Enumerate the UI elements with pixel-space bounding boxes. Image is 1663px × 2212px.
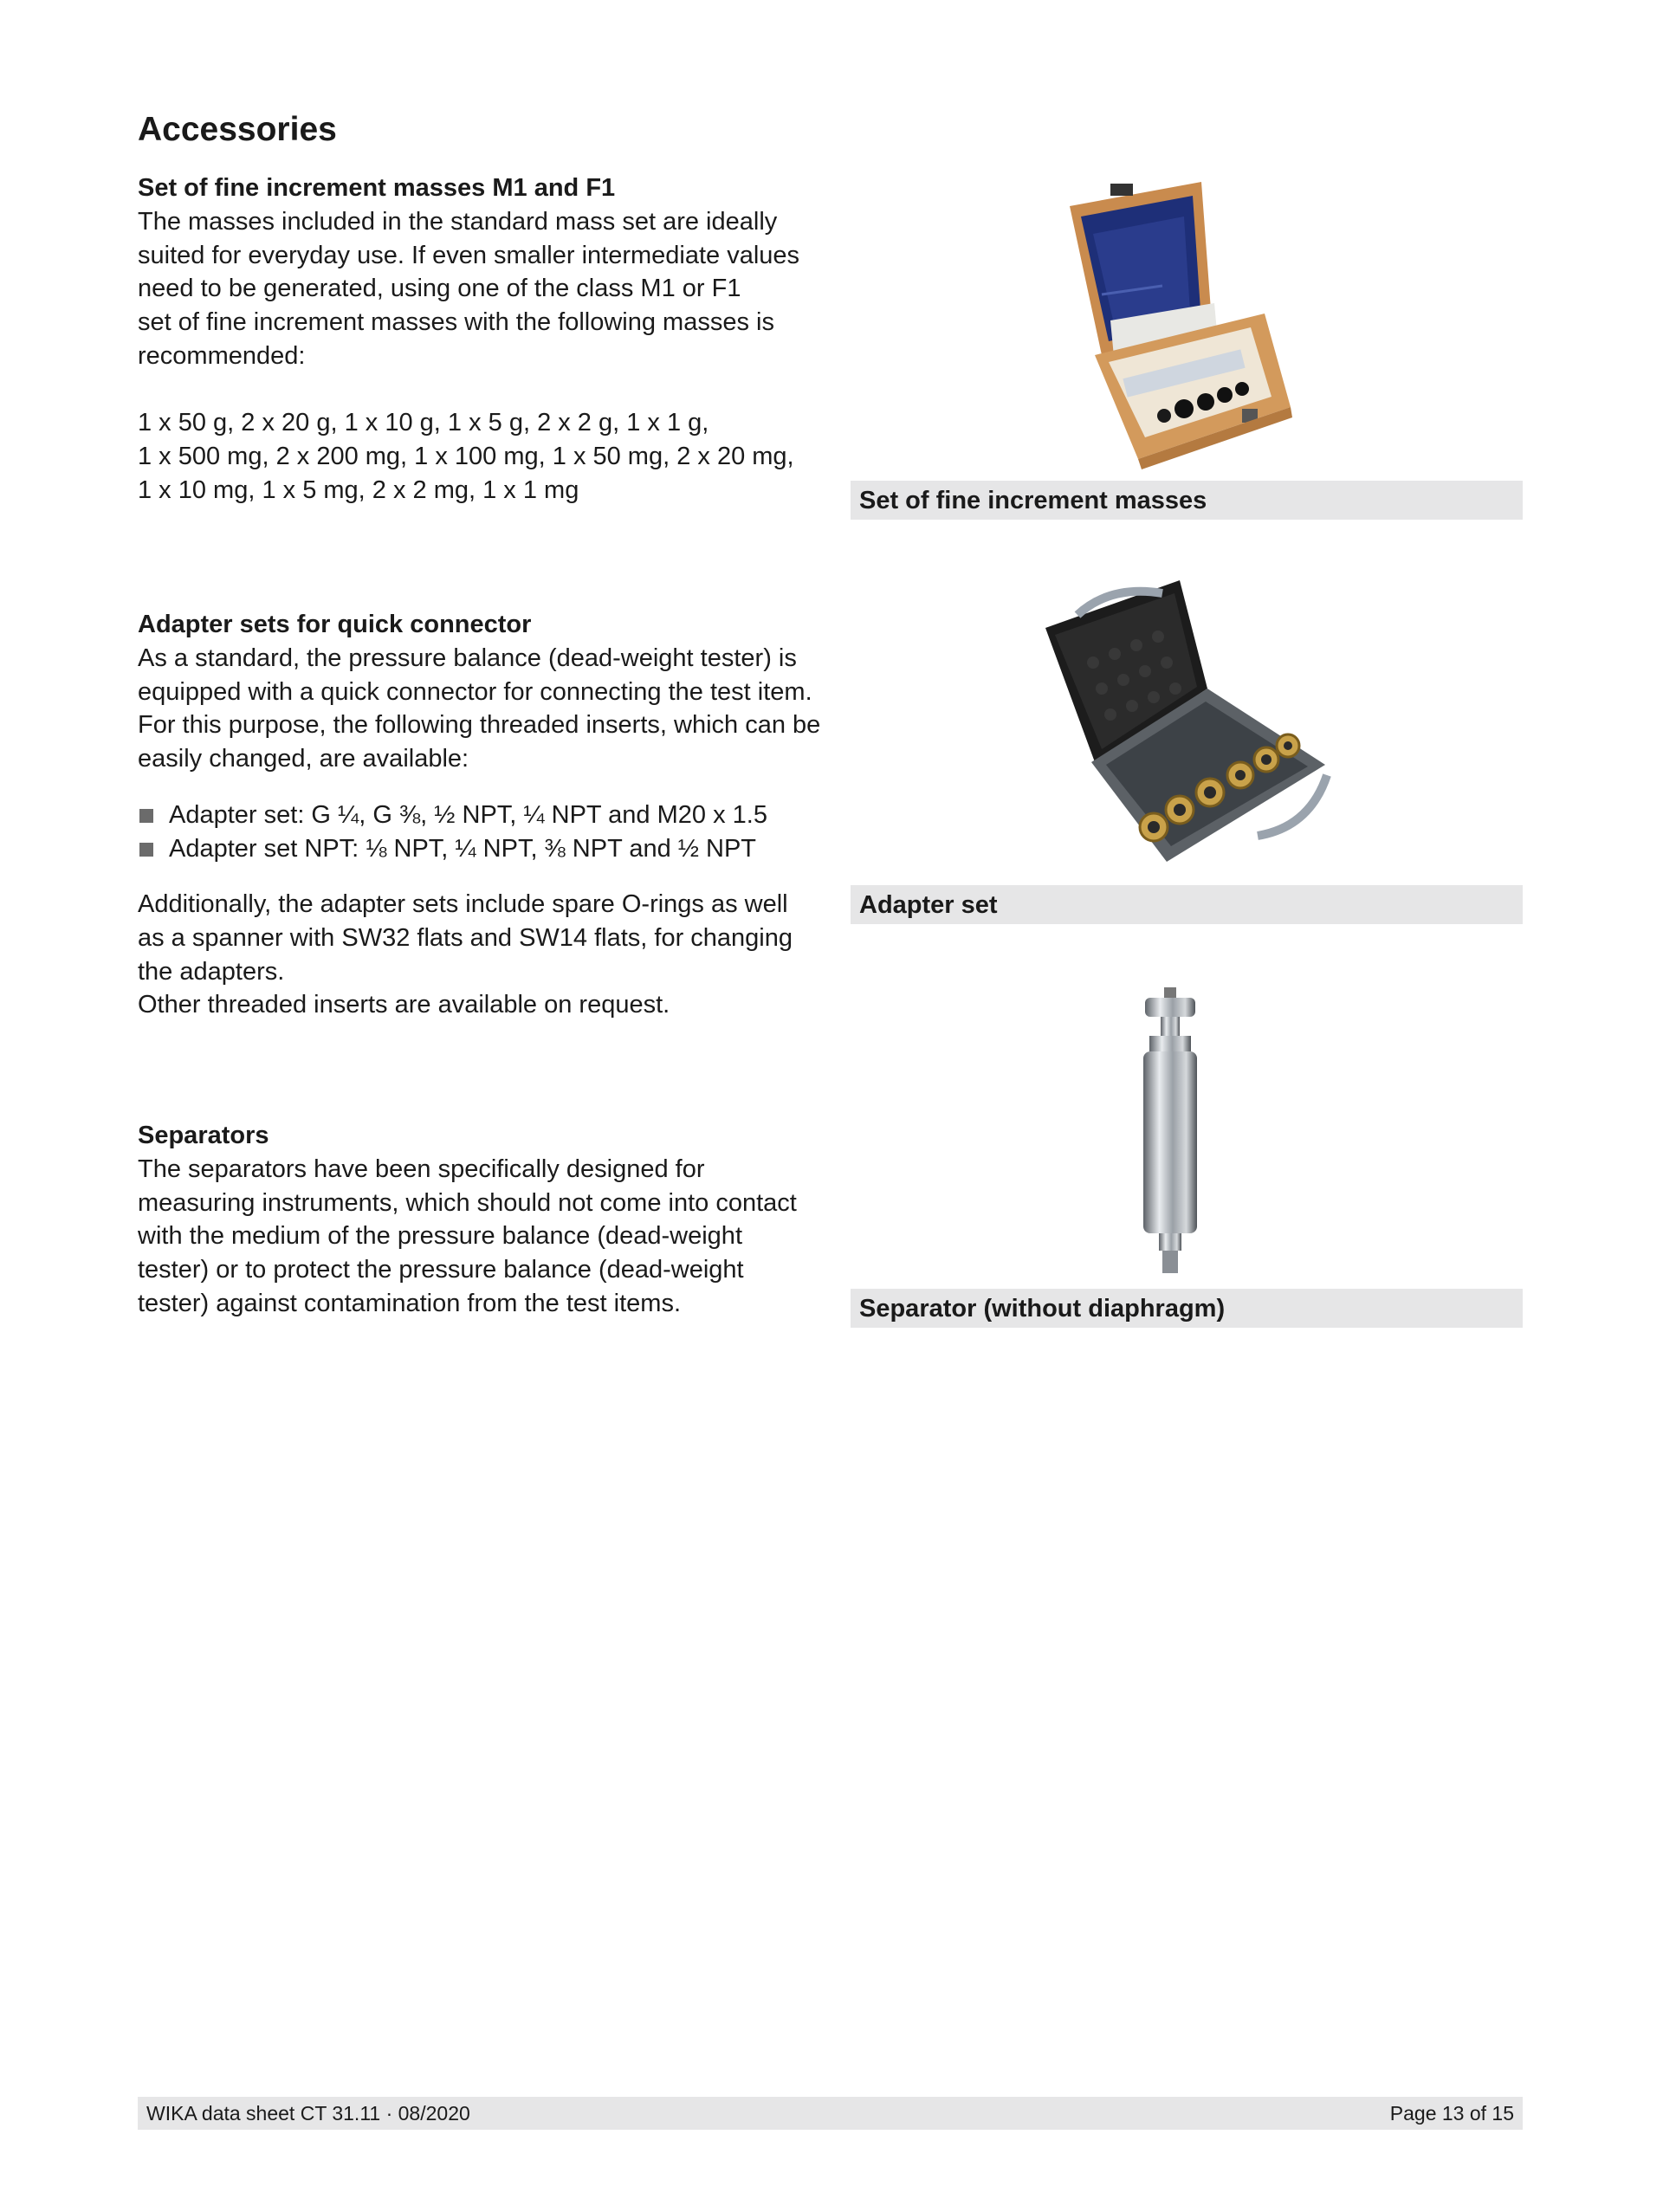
text-line: recommended: — [138, 341, 306, 370]
section-heading: Separators — [138, 1122, 269, 1149]
text-line: The separators have been specifically designed for — [138, 1155, 705, 1183]
text-line: measuring instruments, which should not come into contact — [138, 1188, 797, 1217]
adapter-bullet-list — [138, 799, 822, 865]
figure-adapter-set — [851, 576, 1523, 924]
list-item-text: Adapter set: G ¼, G ⅜, ½ NPT, ¼ NPT and M20 x 1.5 — [169, 800, 767, 829]
text-line: For this purpose, the following threaded inserts, which can be — [138, 711, 821, 740]
mass-list-line: 1 x 500 mg, 2 x 200 mg, 1 x 100 mg, 1 x 50 mg, 2 x 20 mg, — [138, 442, 794, 470]
footer-document-id: WIKA data sheet CT 31.11 · 08/2020 — [146, 2102, 470, 2125]
text-line: with the medium of the pressure balance (dead-weight — [138, 1222, 742, 1251]
list-item-text: Adapter set NPT: ⅛ NPT, ¼ NPT, ⅜ NPT and ½ NPT — [169, 834, 757, 863]
text-line: Other threaded inserts are available on request. — [138, 991, 670, 1019]
text-line: Additionally, the adapter sets include spare O-rings as well — [138, 890, 788, 919]
figure-fine-masses — [851, 173, 1523, 520]
text-line: The masses included in the standard mass set are ideally — [138, 208, 778, 236]
section-heading: Set of fine increment masses M1 and F1 — [138, 174, 616, 202]
text-line: suited for everyday use. If even smaller intermediate values — [138, 241, 800, 269]
text-line: need to be generated, using one of the class M1 or F1 — [138, 275, 741, 303]
separator-image — [851, 979, 1523, 1289]
page-footer — [138, 2097, 1523, 2130]
text-line: as a spanner with SW32 flats and SW14 flats, for changing — [138, 923, 793, 952]
section-fine-masses — [138, 171, 822, 507]
figure-separator — [851, 979, 1523, 1328]
footer-page-number: Page 13 of 15 — [1389, 2102, 1514, 2125]
bullet-square-icon — [139, 809, 153, 823]
text-line: easily changed, are available: — [138, 745, 469, 773]
section-heading: Adapter sets for quick connector — [138, 611, 532, 638]
text-line: set of fine increment masses with the following masses is — [138, 308, 774, 337]
adapter-set-case-image — [851, 576, 1523, 885]
text-line: equipped with a quick connector for connecting the test item. — [138, 677, 812, 706]
mass-set-case-image — [851, 173, 1523, 481]
section-adapter-sets — [138, 608, 822, 1022]
text-line: tester) or to protect the pressure balance (dead-weight — [138, 1256, 744, 1284]
figure-caption: Adapter set — [851, 885, 1523, 924]
text-line: As a standard, the pressure balance (dead-weight tester) is — [138, 644, 797, 672]
figure-caption: Set of fine increment masses — [851, 481, 1523, 520]
bullet-square-icon — [139, 843, 153, 857]
figure-caption: Separator (without diaphragm) — [851, 1289, 1523, 1328]
text-line: tester) against contamination from the test items. — [138, 1289, 681, 1317]
section-separators — [138, 1119, 822, 1321]
list-item — [138, 799, 822, 832]
page-title: Accessories — [138, 111, 337, 148]
mass-list-line: 1 x 10 mg, 1 x 5 mg, 2 x 2 mg, 1 x 1 mg — [138, 475, 579, 504]
mass-list-line: 1 x 50 g, 2 x 20 g, 1 x 10 g, 1 x 5 g, 2 x 2 g, 1 x 1 g, — [138, 409, 709, 437]
list-item — [138, 832, 822, 866]
text-line: the adapters. — [138, 957, 285, 986]
